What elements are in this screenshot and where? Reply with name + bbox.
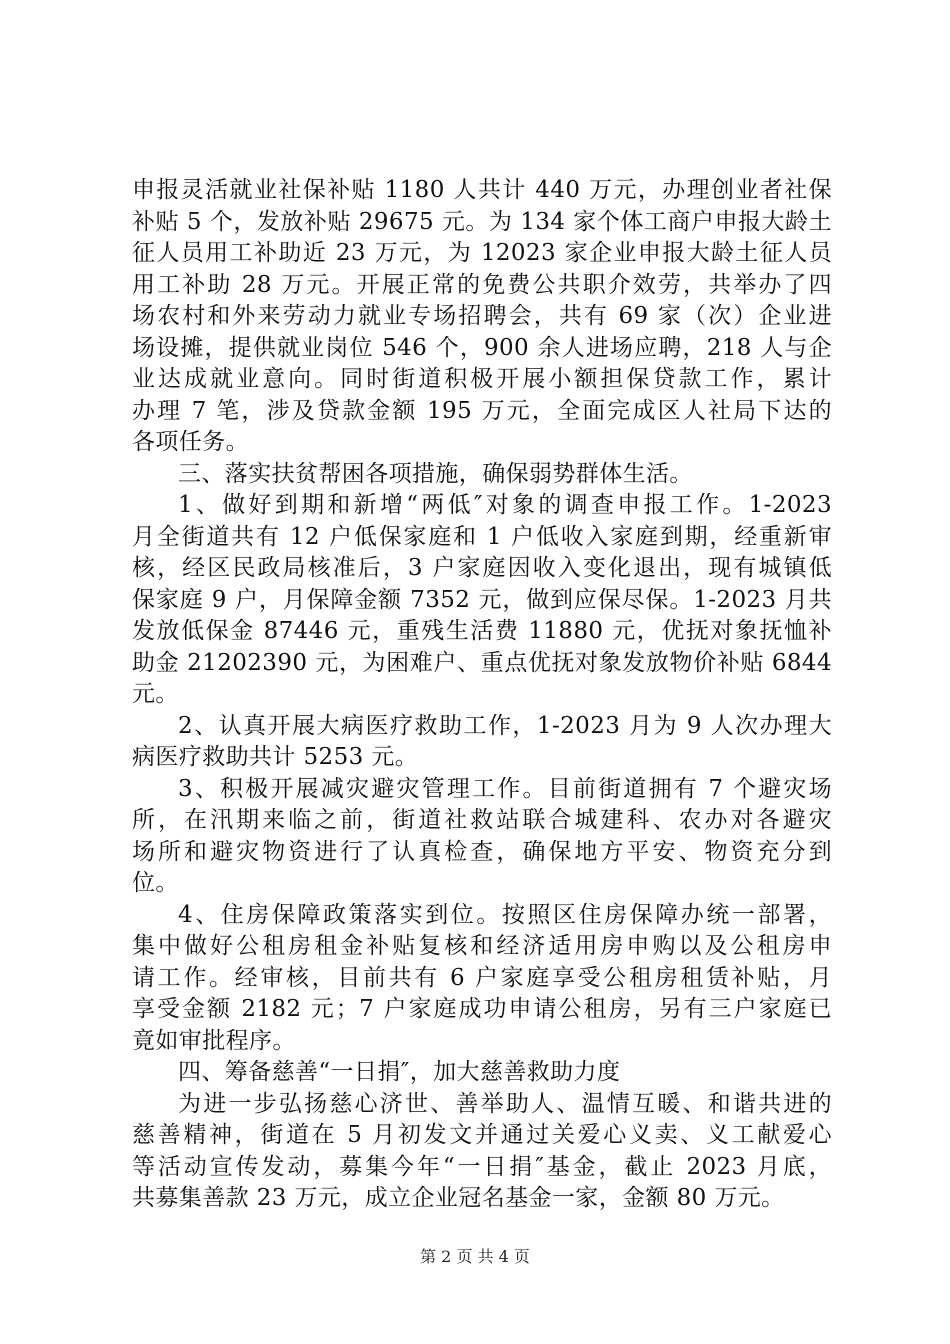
text-line: 补贴 5 个，发放补贴 29675 元。为 134 家个体工商户申报大龄土 (132, 209, 832, 235)
section-heading: 三、落实扶贫帮困各项措施，确保弱势群体生活。 (178, 461, 693, 487)
text-line: 位。 (132, 870, 179, 896)
text-line: 请工作。经审核，目前共有 6 户家庭享受公租房租赁补贴，月 (132, 965, 832, 991)
page-footer: 第 2 页 共 4 页 (420, 1247, 530, 1266)
text-line: 4、住房保障政策落实到位。按照区住房保障办统一部署， (178, 902, 832, 928)
text-line: 集中做好公租房租金补贴复核和经济适用房申购以及公租房申 (132, 933, 832, 959)
text-line: 元。 (132, 681, 179, 707)
text-line: 享受金额 2182 元；7 户家庭成功申请公租房，另有三户家庭已 (132, 996, 832, 1022)
text-line: 助金 21202390 元，为困难户、重点优抚对象发放物价补贴 6844 (132, 650, 832, 676)
text-line: 2、认真开展大病医疗救助工作，1-2023 月为 9 人次办理大 (178, 713, 832, 739)
text-line: 业达成就业意向。同时街道积极开展小额担保贷款工作，累计 (132, 366, 832, 392)
section-heading: 四、筹备慈善“一日捐″，加大慈善救助力度 (178, 1059, 621, 1085)
text-line: 场所和避灾物资进行了认真检查，确保地方平安、物资充分到 (132, 839, 832, 865)
text-line: 办理 7 笔，涉及贷款金额 195 万元，全面完成区人社局下达的 (132, 398, 832, 424)
text-line: 等活动宣传发动，募集今年“一日捐″基金，截止 2023 月底， (132, 1154, 832, 1180)
text-line: 共募集善款 23 万元，成立企业冠名基金一家，金额 80 万元。 (132, 1185, 785, 1211)
text-line: 申报灵活就业社保补贴 1180 人共计 440 万元，办理创业者社保 (132, 177, 832, 203)
text-line: 征人员用工补助近 23 万元，为 12023 家企业申报大龄土征人员 (132, 240, 832, 266)
text-line: 为进一步弘扬慈心济世、善举助人、温情互暖、和谐共进的 (178, 1091, 832, 1117)
text-line: 1、做好到期和新增“两低″对象的调查申报工作。1-2023 (178, 492, 832, 518)
text-line: 发放低保金 87446 元，重残生活费 11880 元，优抚对象抚恤补 (132, 618, 832, 644)
text-line: 用工补助 28 万元。开展正常的免费公共职介效劳，共举办了四 (132, 272, 832, 298)
text-line: 3、积极开展减灾避灾管理工作。目前街道拥有 7 个避灾场 (178, 776, 832, 802)
text-line: 竟如审批程序。 (132, 1028, 296, 1054)
text-line: 所，在汛期来临之前，街道社救站联合城建科、农办对各避灾 (132, 807, 832, 833)
text-line: 各项任务。 (132, 429, 249, 455)
text-line: 月全街道共有 12 户低保家庭和 1 户低收入家庭到期，经重新审 (132, 524, 832, 550)
text-line: 核，经区民政局核准后，3 户家庭因收入变化退出，现有城镇低 (132, 555, 832, 581)
text-line: 场设摊，提供就业岗位 546 个，900 余人进场应聘，218 人与企 (132, 335, 832, 361)
text-line: 慈善精神，街道在 5 月初发文并通过关爱心义卖、义工献爱心 (132, 1122, 832, 1148)
text-line: 场农村和外来劳动力就业专场招聘会，共有 69 家（次）企业进 (132, 303, 832, 329)
text-line: 病医疗救助共计 5253 元。 (132, 744, 419, 770)
text-line: 保家庭 9 户，月保障金额 7352 元，做到应保尽保。1-2023 月共 (132, 587, 832, 613)
